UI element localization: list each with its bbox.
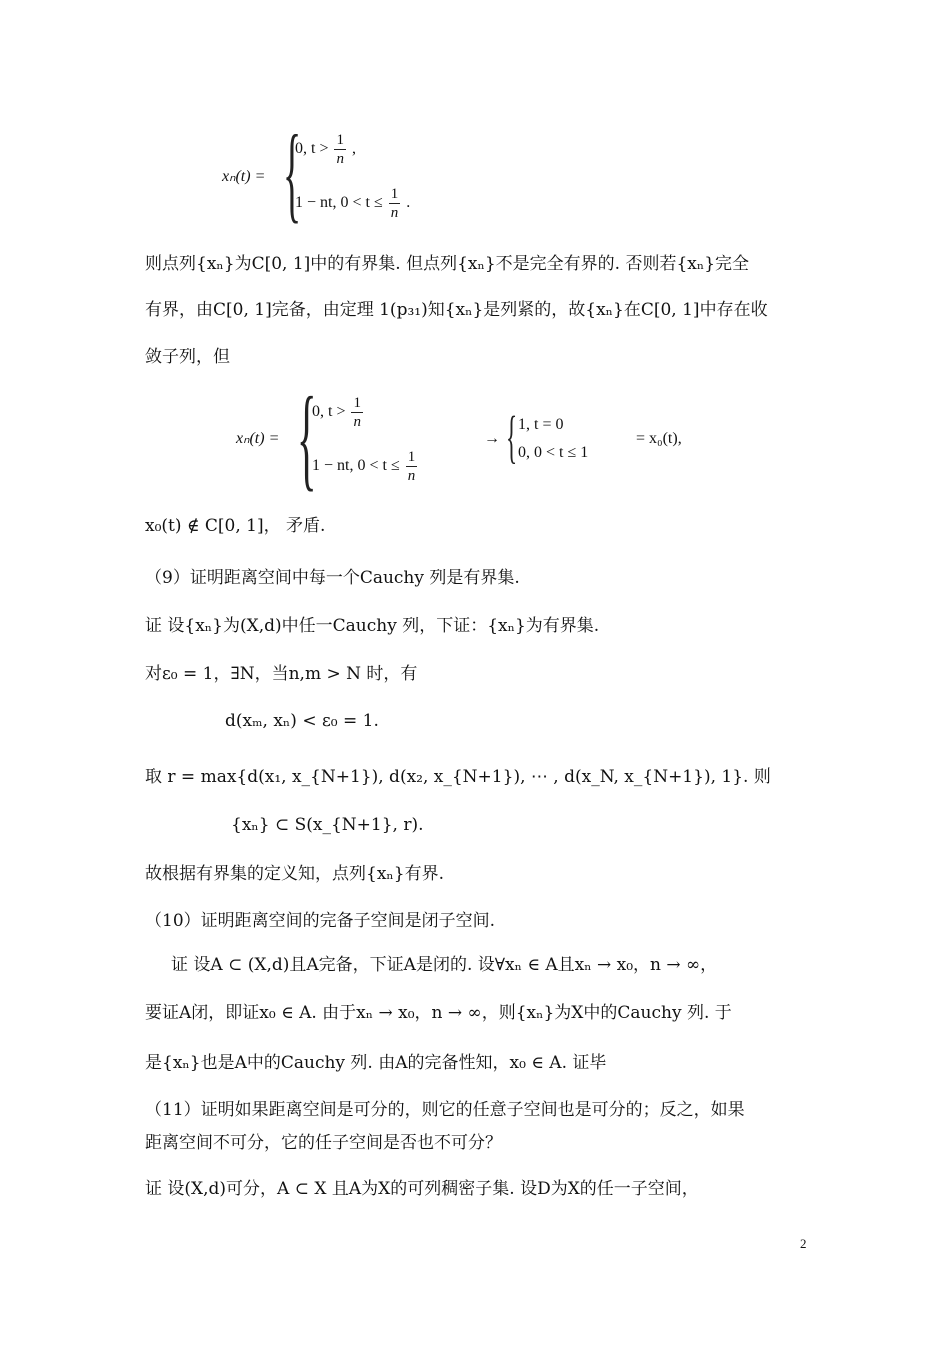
eq2-case2-text: 1 − nt, 0 < t ≤ xyxy=(312,457,400,475)
problem10-line2: 要证A闭，即证x₀ ∈ A. 由于xₙ → x₀，n → ∞，则{xₙ}为X中的Cauchy 列. 于 xyxy=(145,1003,732,1023)
eq1-case1-tail: , xyxy=(351,140,356,158)
eq2-limit-case1: 1, t = 0 xyxy=(518,416,564,433)
problem10-title: （10）证明距离空间的完备子空间是闭子空间. xyxy=(145,911,496,931)
eq1-case1-text: 0, t > xyxy=(295,140,329,158)
frac-den: n xyxy=(390,205,399,221)
eq1-case1 xyxy=(295,131,356,168)
eq2-rhs: = x₀(t), xyxy=(636,430,682,447)
eq2-case1 xyxy=(312,394,365,431)
frac-den: n xyxy=(353,414,361,430)
eq1-case2-tail: . xyxy=(406,194,411,212)
eq2-brace: { xyxy=(297,374,317,502)
problem9-eq-b: {xₙ} ⊂ S(x_{N+1}, r). xyxy=(231,815,424,835)
frac-num: 1 xyxy=(336,132,344,148)
para1-line3: 敛子列，但 xyxy=(145,347,230,367)
frac-den: n xyxy=(336,151,344,167)
para1-line2: 有界，由C[0, 1]完备，由定理 1(p₃₁)知{xₙ}是列紧的，故{xₙ}在C[0, 1]中存在收 xyxy=(145,300,768,320)
eq1-case2-text: 1 − nt, 0 < t ≤ xyxy=(295,194,383,212)
eq1-brace: { xyxy=(283,114,302,233)
eq2-case2 xyxy=(312,448,419,485)
problem11-line3: 证 设(X,d)可分，A ⊂ X 且A为X的可列稠密子集. 设D为X的任一子空间， xyxy=(145,1179,699,1199)
eq1-case1-fraction xyxy=(334,131,346,168)
page-number: 2 xyxy=(800,1236,807,1251)
eq2-arrow: → xyxy=(484,430,500,447)
eq2-limit-case2: 0, 0 < t ≤ 1 xyxy=(518,444,589,461)
eq2-lhs: xₙ(t) = xyxy=(236,430,280,447)
problem9-proof2: 对ε₀ = 1，∃N，当n,m > N 时，有 xyxy=(145,664,418,684)
frac-num: 1 xyxy=(390,186,399,202)
eq2-case1-fraction xyxy=(351,394,363,431)
eq2-case2-fraction xyxy=(406,448,418,485)
eq1-case2-fraction xyxy=(389,185,401,222)
problem9-eq-a: d(xₘ, xₙ) < ε₀ = 1. xyxy=(225,711,379,731)
problem9-title: （9）证明距离空间中每一个Cauchy 列是有界集. xyxy=(145,568,520,588)
problem10-line1: 证 设A ⊂ (X,d)且A完备，下证A是闭的. 设∀xₙ ∈ A且xₙ → x₀，n → ∞， xyxy=(171,955,718,975)
frac-num: 1 xyxy=(407,449,416,465)
eq1-lhs: xₙ(t) = xyxy=(222,168,266,185)
problem11-line1: （11）证明如果距离空间是可分的，则它的任意子空间也是可分的；反之，如果 xyxy=(145,1100,745,1120)
frac-den: n xyxy=(407,468,416,484)
problem9-conclusion: 故根据有界集的定义知，点列{xₙ}有界. xyxy=(145,864,444,884)
para1-line1: 则点列{xₙ}为C[0, 1]中的有界集. 但点列{xₙ}不是完全有界的. 否则若{xₙ}完全 xyxy=(145,254,750,274)
problem9-proof3: 取 r = max{d(x₁, x_{N+1}), d(x₂, x_{N+1}), ⋯ , d(x_N, x_{N+1}), 1}. 则 xyxy=(145,767,771,787)
eq2-limit-brace: { xyxy=(506,404,518,469)
problem11-line2: 距离空间不可分，它的任子空间是否也不可分？ xyxy=(145,1133,502,1153)
eq2-case1-text: 0, t > xyxy=(312,403,346,421)
eq1-case2 xyxy=(295,185,410,222)
problem9-proof1: 证 设{xₙ}为(X,d)中任一Cauchy 列，下证：{xₙ}为有界集. xyxy=(145,616,600,636)
problem10-line3: 是{xₙ}也是A中的Cauchy 列. 由A的完备性知，x₀ ∈ A. 证毕 xyxy=(145,1053,607,1073)
frac-num: 1 xyxy=(353,395,361,411)
line-x0-contradiction: x₀(t) ∉ C[0, 1]， 矛盾. xyxy=(145,516,326,536)
